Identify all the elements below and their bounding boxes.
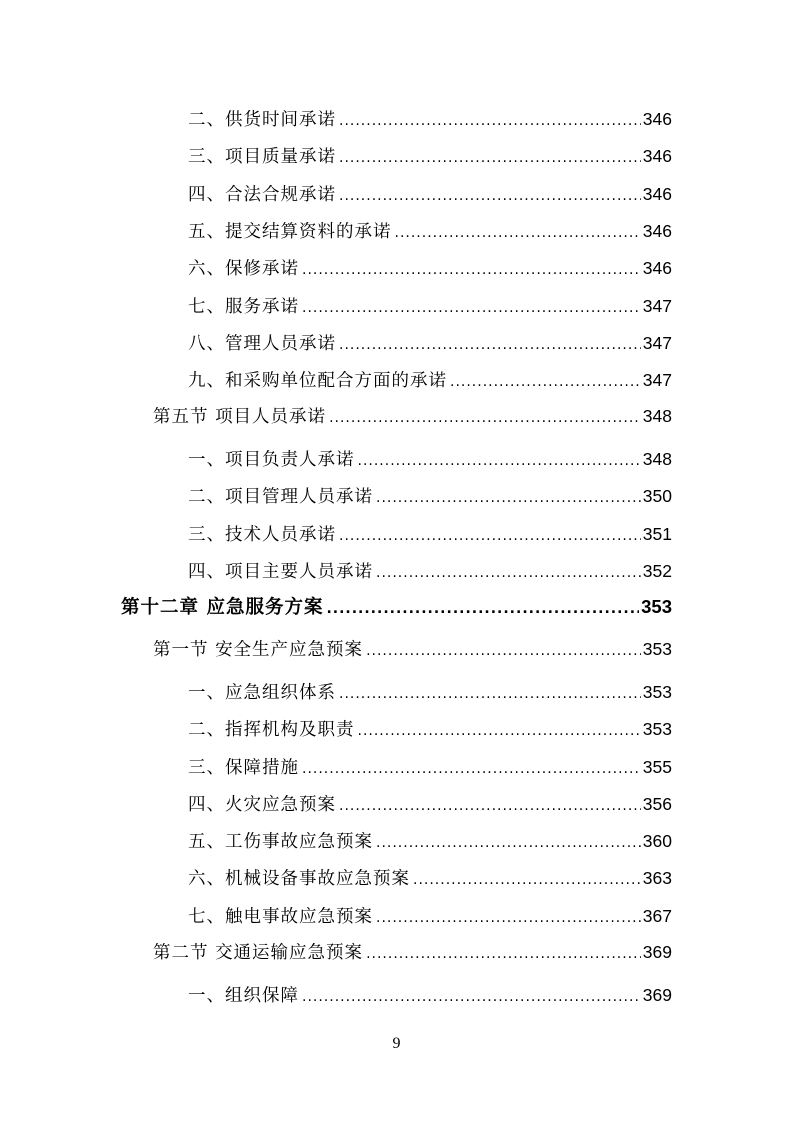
toc-entry-label: 九、和采购单位配合方面的承诺 bbox=[188, 371, 447, 391]
toc-entry-label: 七、触电事故应急预案 bbox=[188, 907, 373, 927]
toc-entry-page: 355 bbox=[642, 757, 672, 777]
toc-entry-label: 四、火灾应急预案 bbox=[188, 795, 336, 815]
toc-entry-label: 三、技术人员承诺 bbox=[188, 525, 336, 545]
toc-entry-label: 第一节 安全生产应急预案 bbox=[153, 640, 364, 660]
toc-dot-leader bbox=[329, 407, 641, 429]
toc-section-entry[interactable] bbox=[153, 941, 672, 965]
toc-entry-page: 346 bbox=[642, 184, 672, 204]
toc-entry[interactable] bbox=[188, 295, 672, 319]
toc-entry-page: 353 bbox=[642, 639, 672, 659]
toc-entry-label: 二、项目管理人员承诺 bbox=[188, 487, 373, 507]
toc-entry[interactable] bbox=[188, 108, 672, 132]
toc-entry-page: 353 bbox=[642, 719, 672, 739]
toc-entry[interactable] bbox=[188, 448, 672, 472]
toc-entry-label: 五、工伤事故应急预案 bbox=[188, 832, 373, 852]
toc-entry-page: 347 bbox=[642, 333, 672, 353]
toc-dot-leader bbox=[302, 758, 641, 780]
toc-dot-leader bbox=[339, 185, 641, 207]
toc-entry-label: 一、应急组织体系 bbox=[188, 683, 336, 703]
toc-entry[interactable] bbox=[188, 257, 672, 281]
toc-entry[interactable] bbox=[188, 220, 672, 244]
toc-entry[interactable] bbox=[188, 560, 672, 584]
toc-entry[interactable] bbox=[188, 369, 672, 393]
toc-entry-page: 356 bbox=[642, 794, 672, 814]
toc-entry-page: 353 bbox=[641, 596, 672, 617]
toc-entry-label: 三、项目质量承诺 bbox=[188, 147, 336, 167]
toc-entry-label: 七、服务承诺 bbox=[188, 297, 299, 317]
toc-entry-page: 353 bbox=[642, 682, 672, 702]
toc-entry[interactable] bbox=[188, 867, 672, 891]
toc-entry-label: 三、保障措施 bbox=[188, 758, 299, 778]
toc-dot-leader bbox=[366, 640, 641, 662]
toc-entry[interactable] bbox=[188, 332, 672, 356]
toc-entry[interactable] bbox=[188, 830, 672, 854]
toc-entry[interactable] bbox=[188, 756, 672, 780]
toc-entry[interactable] bbox=[188, 905, 672, 929]
toc-section-entry[interactable] bbox=[153, 405, 672, 429]
toc-entry-label: 八、管理人员承诺 bbox=[188, 334, 336, 354]
toc-entry-page: 369 bbox=[642, 985, 672, 1005]
toc-entry-page: 351 bbox=[642, 524, 672, 544]
toc-entry-label: 第二节 交通运输应急预案 bbox=[153, 943, 364, 963]
toc-entry-label: 四、合法合规承诺 bbox=[188, 185, 336, 205]
toc-entry-label: 一、项目负责人承诺 bbox=[188, 450, 355, 470]
toc-dot-leader bbox=[339, 147, 641, 169]
toc-entry-page: 367 bbox=[642, 906, 672, 926]
toc-entry-page: 346 bbox=[642, 146, 672, 166]
toc-dot-leader bbox=[326, 598, 639, 620]
toc-entry-label: 四、项目主要人员承诺 bbox=[188, 562, 373, 582]
toc-entry[interactable] bbox=[188, 485, 672, 509]
toc-entry-label: 第五节 项目人员承诺 bbox=[153, 407, 327, 427]
toc-dot-leader bbox=[339, 795, 641, 817]
toc-entry-label: 二、指挥机构及职责 bbox=[188, 720, 355, 740]
toc-entry-label: 第十二章 应急服务方案 bbox=[121, 597, 324, 618]
toc-dot-leader bbox=[376, 907, 641, 929]
toc-entry[interactable] bbox=[188, 681, 672, 705]
toc-entry-page: 346 bbox=[642, 221, 672, 241]
toc-dot-leader bbox=[302, 259, 641, 281]
toc-dot-leader bbox=[413, 869, 641, 891]
toc-entry-label: 二、供货时间承诺 bbox=[188, 110, 336, 130]
toc-entry[interactable] bbox=[188, 523, 672, 547]
toc-entry[interactable] bbox=[188, 145, 672, 169]
toc-entry-page: 347 bbox=[642, 296, 672, 316]
toc-dot-leader bbox=[302, 297, 641, 319]
toc-entry-page: 369 bbox=[642, 942, 672, 962]
toc-dot-leader bbox=[339, 334, 641, 356]
toc-entry-page: 346 bbox=[642, 109, 672, 129]
toc-entry-page: 346 bbox=[642, 258, 672, 278]
toc-dot-leader bbox=[376, 487, 641, 509]
toc-entry[interactable] bbox=[188, 984, 672, 1008]
toc-entry-label: 六、保修承诺 bbox=[188, 259, 299, 279]
toc-entry-page: 350 bbox=[642, 486, 672, 506]
toc-dot-leader bbox=[358, 450, 641, 472]
toc-entry-label: 一、组织保障 bbox=[188, 986, 299, 1006]
toc-dot-leader bbox=[395, 222, 641, 244]
toc-dot-leader bbox=[376, 562, 641, 584]
toc-dot-leader bbox=[339, 110, 641, 132]
toc-entry-label: 六、机械设备事故应急预案 bbox=[188, 869, 410, 889]
toc-entry[interactable] bbox=[188, 793, 672, 817]
toc-entry[interactable] bbox=[188, 718, 672, 742]
toc-dot-leader bbox=[302, 986, 641, 1008]
toc-dot-leader bbox=[366, 943, 641, 965]
page-number: 9 bbox=[392, 1035, 401, 1052]
toc-dot-leader bbox=[450, 371, 641, 393]
toc-dot-leader bbox=[339, 683, 641, 705]
toc-entry-page: 348 bbox=[642, 449, 672, 469]
toc-entry-page: 363 bbox=[642, 868, 672, 888]
toc-dot-leader bbox=[339, 525, 641, 547]
toc-entry-page: 348 bbox=[642, 406, 672, 426]
toc-entry[interactable] bbox=[188, 183, 672, 207]
toc-chapter-entry[interactable] bbox=[121, 596, 672, 620]
toc-dot-leader bbox=[376, 832, 641, 854]
toc-entry-page: 352 bbox=[642, 561, 672, 581]
toc-entry-label: 五、提交结算资料的承诺 bbox=[188, 222, 392, 242]
toc-section-entry[interactable] bbox=[153, 638, 672, 662]
toc-entry-page: 347 bbox=[642, 370, 672, 390]
toc-entry-page: 360 bbox=[642, 831, 672, 851]
toc-dot-leader bbox=[358, 720, 641, 742]
